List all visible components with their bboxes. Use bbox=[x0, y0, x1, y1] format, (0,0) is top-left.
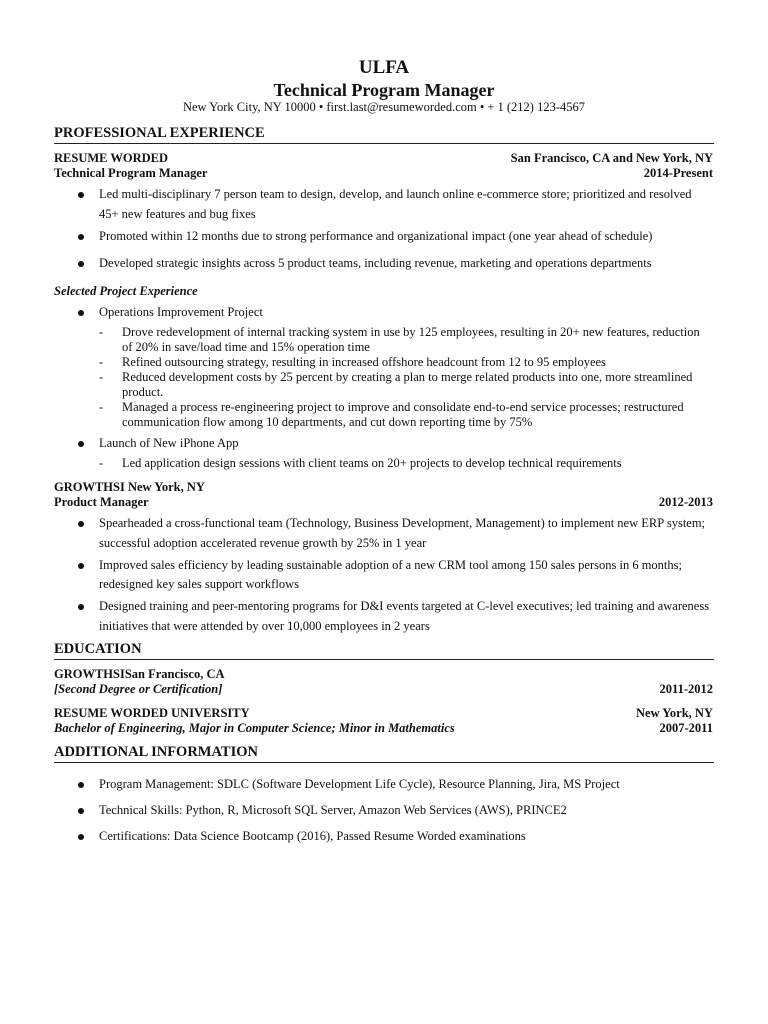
additional-bullet-3: Certifications: Data Science Bootcamp (2016), Passed Resume Worded examinations bbox=[99, 829, 526, 843]
bullet-icon bbox=[78, 604, 84, 610]
job2-dates: 2012-2013 bbox=[658, 495, 713, 509]
school2-location: New York, NY bbox=[636, 706, 713, 720]
job1-location: San Francisco, CA and New York, NY bbox=[510, 151, 713, 165]
project1-sub-3-line-2: product. bbox=[122, 385, 164, 399]
additional-bullet-1: Program Management: SDLC (Software Development Life Cycle), Resource Planning, Jira, MS Project bbox=[99, 777, 620, 791]
section-heading-additional: ADDITIONAL INFORMATION bbox=[54, 744, 258, 760]
school2-degree: Bachelor of Engineering, Major in Computer Science; Minor in Mathematics bbox=[54, 721, 455, 735]
job1-bullet-3: Developed strategic insights across 5 product teams, including revenue, marketing and operations departments bbox=[99, 256, 652, 270]
job2-bullet-3-line-2: initiatives that were attended by over 10,000 employees in 2 years bbox=[99, 619, 430, 633]
bullet-icon bbox=[78, 808, 84, 814]
section-divider bbox=[54, 143, 714, 144]
school2-name: RESUME WORDED UNIVERSITY bbox=[54, 706, 250, 720]
project1-sub-1-line-1: Drove redevelopment of internal tracking system in use by 125 employees, resulting in 20+ new features, reduction bbox=[122, 325, 700, 339]
school1-name: GROWTHSISan Francisco, CA bbox=[54, 667, 225, 681]
dash-marker: - bbox=[99, 355, 104, 369]
job2-bullet-3-line-1: Designed training and peer-mentoring programs for D&I events targeted at C-level executives; led training and awareness bbox=[99, 599, 710, 613]
bullet-icon bbox=[78, 441, 84, 447]
bullet-icon bbox=[78, 261, 84, 267]
section-heading-education: EDUCATION bbox=[54, 641, 142, 657]
job2-company: GROWTHSI New York, NY bbox=[54, 480, 205, 494]
contact-line: New York City, NY 10000 • first.last@resumeworded.com • + 1 (212) 123-4567 bbox=[182, 100, 586, 114]
section-heading-experience: PROFESSIONAL EXPERIENCE bbox=[54, 125, 265, 141]
job1-bullet-1-line-2: 45+ new features and bug fixes bbox=[99, 207, 256, 221]
project1-sub-4-line-2: communication flow among 10 departments, and cut down reporting time by 75% bbox=[122, 415, 533, 429]
job2-bullet-2-line-2: redesigned key sales support workflows bbox=[99, 577, 299, 591]
bullet-icon bbox=[78, 782, 84, 788]
job2-bullet-1-line-1: Spearheaded a cross-functional team (Technology, Business Development, Management) to implement new ERP system; bbox=[99, 516, 706, 530]
job1-dates: 2014-Present bbox=[643, 166, 713, 180]
bullet-icon bbox=[78, 234, 84, 240]
project1-sub-1-line-2: of 20% in save/load time and 15% operation time bbox=[122, 340, 370, 354]
job2-role: Product Manager bbox=[54, 495, 149, 509]
school1-dates: 2011-2012 bbox=[659, 682, 713, 696]
bullet-icon bbox=[78, 192, 84, 198]
job1-company: RESUME WORDED bbox=[54, 151, 169, 165]
additional-bullet-2: Technical Skills: Python, R, Microsoft SQL Server, Amazon Web Services (AWS), PRINCE2 bbox=[99, 803, 567, 817]
job2-bullet-2-line-1: Improved sales efficiency by leading sustainable adoption of a new CRM tool among 150 sales persons in 6 months; bbox=[99, 558, 682, 572]
project1-title: Operations Improvement Project bbox=[99, 305, 263, 319]
project2-sub-1: Led application design sessions with client teams on 20+ projects to develop technical requirements bbox=[122, 456, 622, 470]
section-divider bbox=[54, 762, 714, 763]
project2-title: Launch of New iPhone App bbox=[99, 436, 239, 450]
project1-sub-2: Refined outsourcing strategy, resulting in increased offshore headcount from 12 to 95 employees bbox=[122, 355, 606, 369]
selected-project-heading: Selected Project Experience bbox=[54, 284, 198, 298]
dash-marker: - bbox=[99, 370, 104, 384]
bullet-icon bbox=[78, 521, 84, 527]
section-divider bbox=[54, 659, 714, 660]
candidate-name: ULFA bbox=[358, 57, 410, 78]
bullet-icon bbox=[78, 563, 84, 569]
bullet-icon bbox=[78, 834, 84, 840]
job2-bullet-1-line-2: successful adoption accelerated revenue growth by 25% in 1 year bbox=[99, 536, 427, 550]
school2-dates: 2007-2011 bbox=[659, 721, 713, 735]
project1-sub-3-line-1: Reduced development costs by 25 percent by creating a plan to merge related products into one, more streamlined bbox=[122, 370, 693, 384]
candidate-title: Technical Program Manager bbox=[273, 80, 495, 100]
project1-sub-4-line-1: Managed a process re-engineering project to improve and consolidate end-to-end service processes; restructured bbox=[122, 400, 684, 414]
school1-degree: [Second Degree or Certification] bbox=[54, 682, 223, 696]
job1-role: Technical Program Manager bbox=[54, 166, 208, 180]
dash-marker: - bbox=[99, 400, 104, 414]
bullet-icon bbox=[78, 310, 84, 316]
dash-marker: - bbox=[99, 325, 104, 339]
job1-bullet-2: Promoted within 12 months due to strong performance and organizational impact (one year ahead of schedule) bbox=[99, 229, 653, 243]
dash-marker: - bbox=[99, 456, 104, 470]
job1-bullet-1-line-1: Led multi-disciplinary 7 person team to design, develop, and launch online e-commerce store; prioritized and resolved bbox=[99, 187, 692, 201]
